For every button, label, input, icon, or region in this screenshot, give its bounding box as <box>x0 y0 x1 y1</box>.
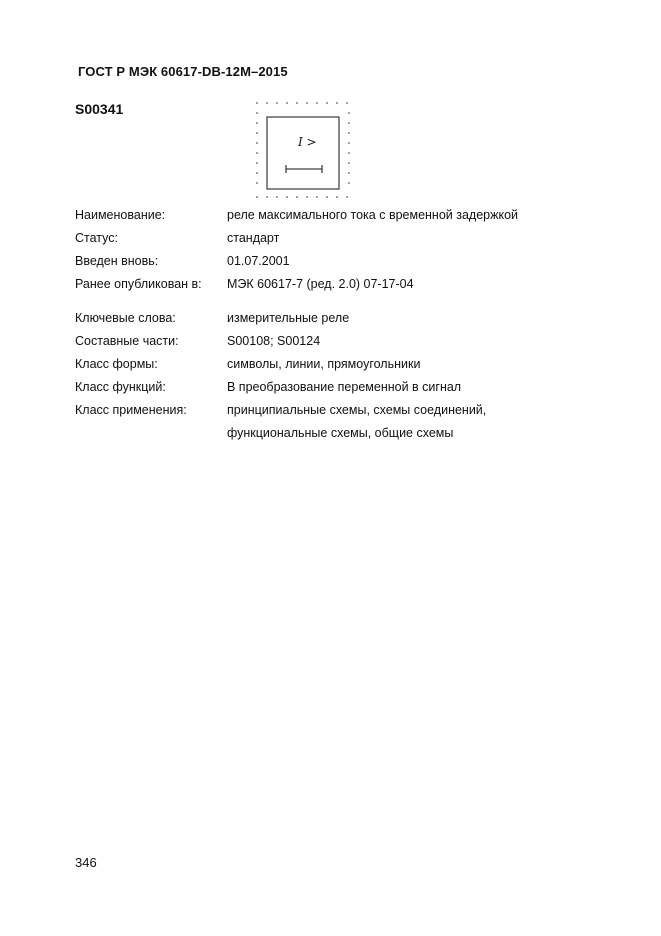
property-key: Класс формы: <box>75 357 158 371</box>
grid-dot <box>256 132 258 134</box>
property-key: Введен вновь: <box>75 254 159 268</box>
property-value-line: МЭК 60617-7 (ред. 2.0) 07-17-04 <box>227 277 414 291</box>
grid-dot <box>256 112 258 114</box>
grid-dot <box>348 132 350 134</box>
property-row <box>75 227 595 250</box>
grid-dot <box>316 102 318 104</box>
grid-dot <box>286 102 288 104</box>
grid-dot <box>346 102 348 104</box>
grid-dot <box>296 102 298 104</box>
property-row <box>75 376 595 399</box>
grid-dot <box>348 122 350 124</box>
grid-dot <box>348 182 350 184</box>
property-row <box>75 204 595 227</box>
grid-dot <box>348 162 350 164</box>
property-value-line: стандарт <box>227 231 280 245</box>
grid-dot <box>286 196 288 198</box>
property-value <box>227 227 595 250</box>
property-row <box>75 250 595 273</box>
property-row <box>75 399 595 445</box>
property-key: Статус: <box>75 231 118 245</box>
symbol-graphic <box>250 100 356 200</box>
grid-dot <box>296 196 298 198</box>
grid-dot <box>348 142 350 144</box>
property-row <box>75 353 595 376</box>
property-value-line: S00108; S00124 <box>227 334 321 348</box>
grid-dot <box>266 196 268 198</box>
grid-dot <box>306 102 308 104</box>
property-value-line: В преобразование переменной в сигнал <box>227 380 462 394</box>
grid-dot <box>348 172 350 174</box>
grid-dot <box>266 102 268 104</box>
property-key: Класс функций: <box>75 380 166 394</box>
symbol-id: S00341 <box>75 101 124 117</box>
property-value-line: реле максимального тока с временной задержкой <box>227 208 519 222</box>
symbol-svg <box>250 100 356 200</box>
relay-rectangle <box>267 117 339 189</box>
property-value <box>227 353 595 376</box>
property-value-line: функциональные схемы, общие схемы <box>227 426 454 440</box>
property-key: Ключевые слова: <box>75 311 176 325</box>
property-value <box>227 307 595 330</box>
property-value-line: измерительные реле <box>227 311 350 325</box>
page-number: 346 <box>75 855 97 870</box>
grid-dot <box>326 102 328 104</box>
property-row <box>75 330 595 353</box>
property-value <box>227 204 595 227</box>
grid-dot <box>348 152 350 154</box>
grid-dot <box>256 196 258 198</box>
property-value <box>227 376 595 399</box>
grid-dot <box>336 196 338 198</box>
grid-dot <box>348 112 350 114</box>
properties-table <box>75 204 595 445</box>
grid-dot <box>346 196 348 198</box>
grid-dot <box>256 102 258 104</box>
grid-dot <box>326 196 328 198</box>
grid-dot <box>336 102 338 104</box>
property-value-line: символы, линии, прямоугольники <box>227 357 421 371</box>
grid-dot <box>306 196 308 198</box>
grid-dot <box>316 196 318 198</box>
grid-dot <box>256 162 258 164</box>
property-key: Наименование: <box>75 208 166 222</box>
property-value-line: 01.07.2001 <box>227 254 290 268</box>
grid-dot <box>276 196 278 198</box>
grid-dot <box>256 182 258 184</box>
property-row <box>75 273 595 296</box>
property-key: Ранее опубликован в: <box>75 277 202 291</box>
grid-dot <box>256 152 258 154</box>
property-value <box>227 330 595 353</box>
property-value <box>227 273 595 296</box>
property-value <box>227 250 595 273</box>
property-key: Класс применения: <box>75 403 187 417</box>
property-row <box>75 307 595 330</box>
grid-dot <box>256 172 258 174</box>
current-symbol-text: I > <box>298 135 317 149</box>
grid-dot <box>256 122 258 124</box>
property-value-line: принципиальные схемы, схемы соединений, <box>227 403 487 417</box>
grid-dot <box>256 142 258 144</box>
grid-dot <box>276 102 278 104</box>
property-key: Составные части: <box>75 334 179 348</box>
property-value <box>227 399 595 445</box>
standard-header: ГОСТ Р МЭК 60617-DB-12M–2015 <box>78 64 288 79</box>
